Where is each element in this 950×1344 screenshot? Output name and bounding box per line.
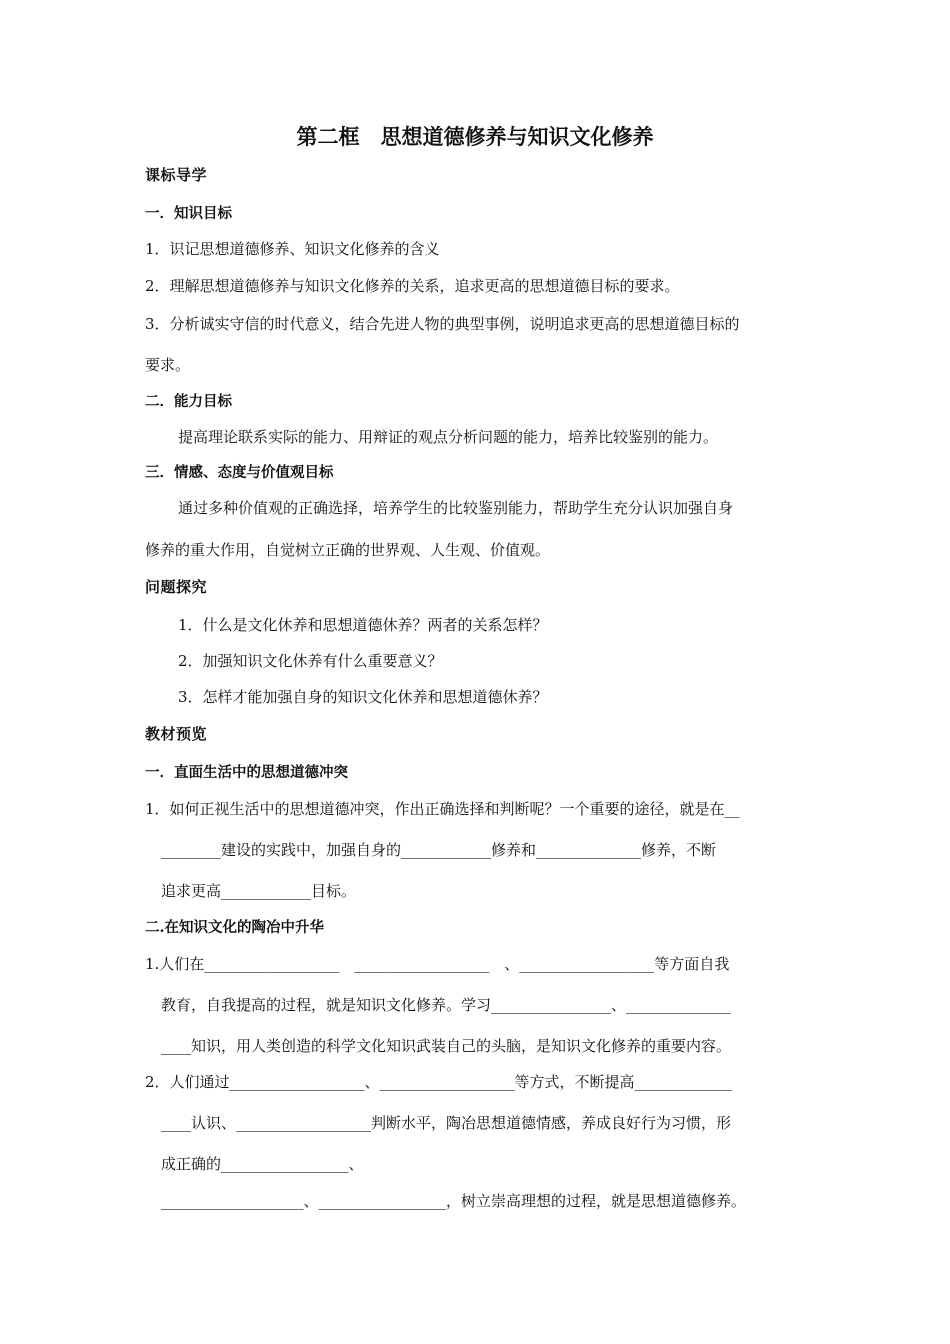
knowledge-item: 1．识记思想道德修养、知识文化修养的含义	[145, 240, 440, 258]
preview2-heading: 二.在知识文化的陶冶中升华	[145, 919, 325, 936]
page-title: 第二框 思想道德修养与知识文化修养	[296, 124, 654, 149]
fill-blank-line: 教育，自我提高的过程，就是知识文化修养。学习________________、______________	[161, 996, 732, 1014]
knowledge-item: 3．分析诚实守信的时代意义，结合先进人物的典型事例，说明追求更高的思想道德目标的	[145, 315, 740, 333]
knowledge-item: 2．理解思想道德修养与知识文化修养的关系，追求更高的思想道德目标的要求。	[145, 277, 680, 295]
fill-blank-line: ____认识、__________________判断水平，陶冶思想道德情感，养成良好行为习惯，形	[161, 1114, 732, 1132]
question-item: 1．什么是文化休养和思想道德休养？两者的关系怎样？	[178, 616, 548, 634]
fill-blank-line: ___________________、_________________，树立崇高理想的过程，就是思想道德修养。	[161, 1192, 747, 1210]
emotion-text: 通过多种价值观的正确选择，培养学生的比较鉴别能力，帮助学生充分认识加强自身	[178, 499, 734, 517]
knowledge-heading: 一．知识目标	[145, 205, 232, 222]
question-item: 2．加强知识文化休养有什么重要意义？	[178, 652, 443, 670]
fill-blank-line: 1.人们在__________________ __________________ 、__________________等方面自我	[145, 955, 730, 973]
ability-text: 提高理论联系实际的能力、用辩证的观点分析问题的能力，培养比较鉴别的能力。	[178, 428, 719, 446]
ability-heading: 二．能力目标	[145, 393, 232, 410]
emotion-text: 修养的重大作用，自觉树立正确的世界观、人生观、价值观。	[145, 541, 551, 559]
fill-blank-line: 2．人们通过__________________、__________________等方式，不断提高_____________	[145, 1073, 733, 1091]
section-heading-explore: 问题探究	[145, 578, 208, 596]
question-item: 3．怎样才能加强自身的知识文化休养和思想道德休养？	[178, 688, 548, 706]
fill-blank-line: 1．如何正视生活中的思想道德冲突，作出正确选择和判断呢？一个重要的途径，就是在__	[145, 800, 740, 818]
knowledge-item: 要求。	[145, 356, 191, 374]
section-heading-guide: 课标导学	[145, 166, 208, 184]
emotion-heading: 三．情感、态度与价值观目标	[145, 464, 334, 481]
preview1-heading: 一．直面生活中的思想道德冲突	[145, 764, 348, 781]
fill-blank-line: 成正确的_________________、	[161, 1155, 364, 1173]
section-heading-preview: 教材预览	[145, 725, 208, 743]
fill-blank-line: 追求更高____________目标。	[161, 882, 357, 900]
fill-blank-line: ____知识，用人类创造的科学文化知识武装自己的头脑，是知识文化修养的重要内容。	[161, 1037, 732, 1055]
fill-blank-line: ________建设的实践中，加强自身的____________修养和______________修养，不断	[161, 841, 717, 859]
